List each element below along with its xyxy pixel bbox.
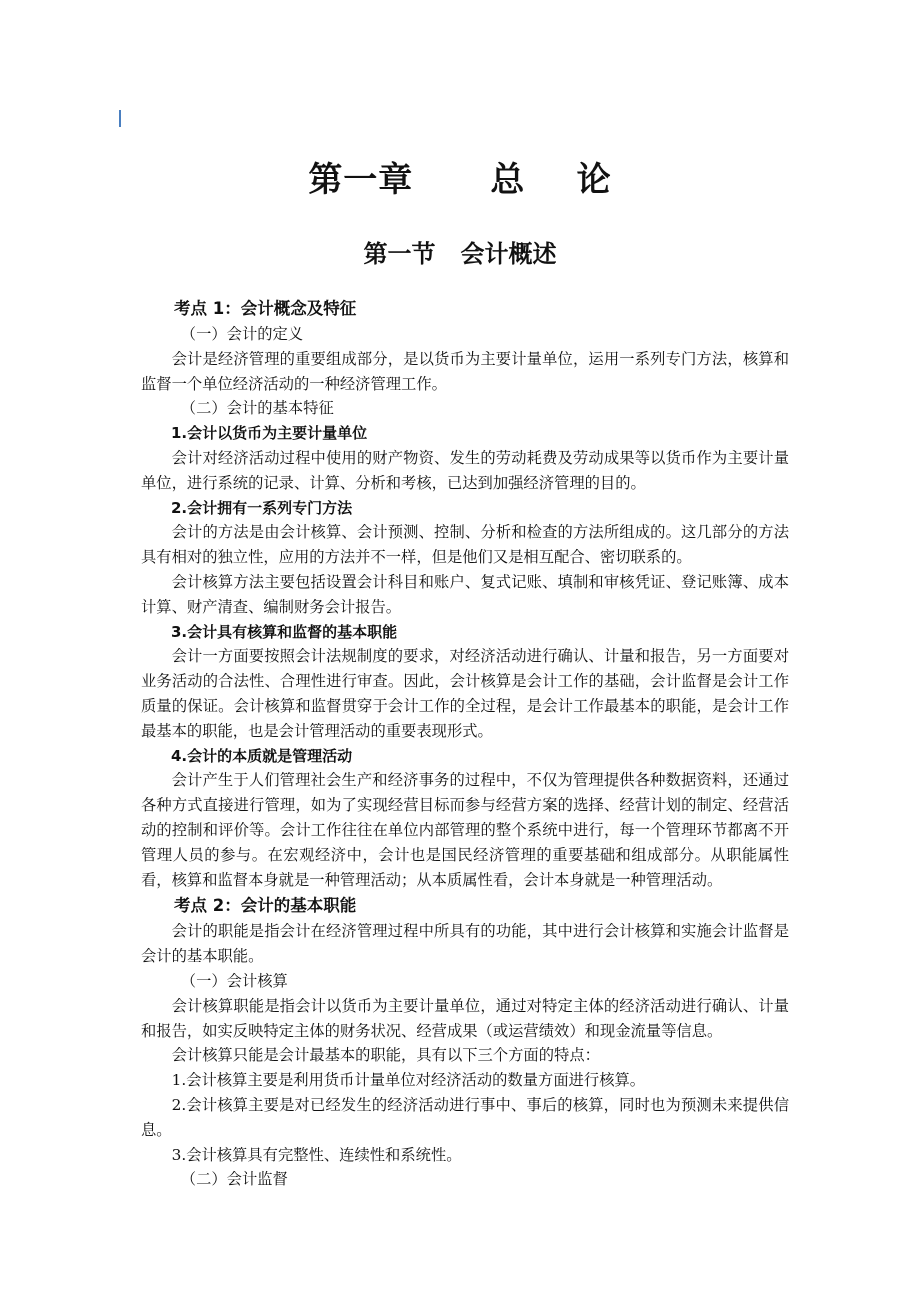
feature-heading: 3.会计具有核算和监督的基本职能: [171, 622, 398, 641]
exam-point-heading: 考点 1：会计概念及特征: [174, 299, 357, 318]
feature-heading: 4.会计的本质就是管理活动: [171, 746, 353, 765]
feature-heading: 2.会计拥有一系列专门方法: [171, 498, 353, 517]
chapter-title: 第一章 总 论: [308, 160, 612, 200]
body-paragraph: 会计的职能是指会计在经济管理过程中所具有的功能，其中进行会计核算和实施会计监督是会计的基本职能。: [141, 922, 789, 966]
feature-heading: 1.会计以货币为主要计量单位: [171, 424, 368, 443]
body-paragraph: 2.会计核算主要是对已经发生的经济活动进行事中、事后的核算，同时也为预测未来提供信息。: [141, 1095, 789, 1139]
body-paragraph: 会计的方法是由会计核算、会计预测、控制、分析和检查的方法所组成的。这几部分的方法具有相对的独立性，应用的方法并不一样，但是他们又是相互配合、密切联系的。: [141, 523, 789, 567]
document-body: [141, 295, 789, 1192]
subsection-heading: （一）会计核算: [180, 971, 288, 990]
subsection-heading: （二）会计的基本特征: [180, 399, 334, 418]
section-title: 第一节 会计概述: [363, 240, 557, 268]
body-paragraph: 3.会计核算具有完整性、连续性和系统性。: [171, 1145, 462, 1164]
body-paragraph: 会计一方面要按照会计法规制度的要求，对经济活动进行确认、计量和报告，另一方面要对业务活动的合法性、合理性进行审查。因此，会计核算是会计工作的基础，会计监督是会计工作质量的保证。会计核算和监督贯穿于会计工作的全过程，是会计工作最基本的职能，是会计工作最基本的职能，也是会计管理活动的重要表现形式。: [141, 647, 789, 740]
subsection-heading: （二）会计监督: [180, 1170, 288, 1189]
text-cursor-mark: [119, 110, 121, 127]
subsection-heading: （一）会计的定义: [180, 325, 304, 343]
exam-point-heading: 考点 2：会计的基本职能: [174, 896, 357, 916]
body-paragraph: 1.会计核算主要是利用货币计量单位对经济活动的数量方面进行核算。: [171, 1071, 646, 1090]
body-paragraph: 会计产生于人们管理社会生产和经济事务的过程中，不仅为管理提供各种数据资料，还通过各种方式直接进行管理，如为了实现经营目标而参与经营方案的选择、经营计划的制定、经营活动的控制和评价等。会计工作往往在单位内部管理的整个系统中进行，每一个管理环节都离不开管理人员的参与。在宏观经济中，会计也是国民经济管理的重要基础和组成部分。从职能属性看，核算和监督本身就是一种管理活动；从本质属性看，会计本身就是一种管理活动。: [141, 771, 789, 889]
body-paragraph: 会计核算只能是会计最基本的职能，具有以下三个方面的特点：: [171, 1046, 600, 1065]
body-paragraph: 会计是经济管理的重要组成部分，是以货币为主要计量单位，运用一系列专门方法，核算和监督一个单位经济活动的一种经济管理工作。: [141, 349, 789, 393]
body-paragraph: 会计核算职能是指会计以货币为主要计量单位，通过对特定主体的经济活动进行确认、计量和报告，如实反映特定主体的财务状况、经营成果（或运营绩效）和现金流量等信息。: [141, 996, 789, 1040]
body-paragraph: 会计核算方法主要包括设置会计科目和账户、复式记账、填制和审核凭证、登记账簿、成本计算、财产清查、编制财务会计报告。: [141, 572, 789, 616]
body-paragraph: 会计对经济活动过程中使用的财产物资、发生的劳动耗费及劳动成果等以货币作为主要计量单位，进行系统的记录、计算、分析和考核，已达到加强经济管理的目的。: [141, 448, 789, 492]
